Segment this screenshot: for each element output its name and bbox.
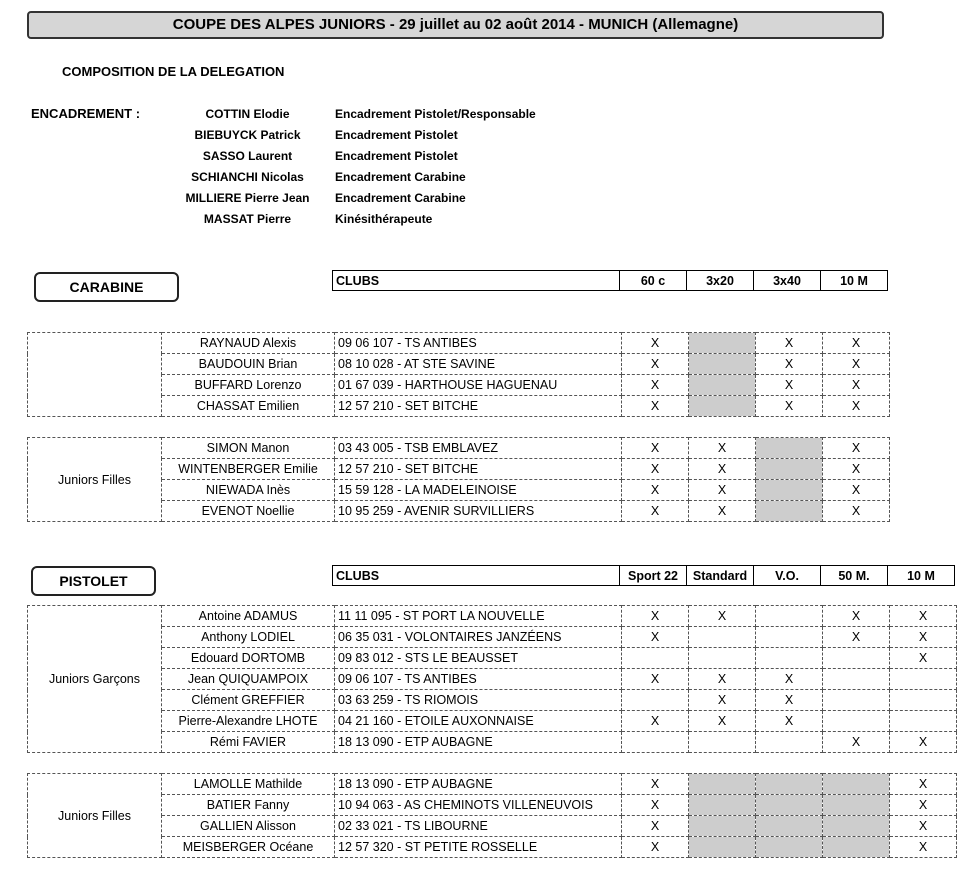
event-mark bbox=[823, 816, 890, 837]
event-header: Standard bbox=[687, 566, 754, 586]
table-row bbox=[28, 669, 957, 690]
event-mark: X bbox=[756, 354, 823, 375]
event-mark: X bbox=[622, 837, 689, 858]
event-mark bbox=[689, 333, 756, 354]
athlete-club: 09 06 107 - TS ANTIBES bbox=[335, 333, 622, 354]
event-mark: X bbox=[823, 627, 890, 648]
athlete-name: Pierre-Alexandre LHOTE bbox=[162, 711, 335, 732]
staff-name: SCHIANCHI Nicolas bbox=[191, 170, 304, 184]
event-mark bbox=[756, 732, 823, 753]
event-mark: X bbox=[622, 333, 689, 354]
event-mark: X bbox=[823, 396, 890, 417]
event-mark bbox=[756, 606, 823, 627]
event-mark: X bbox=[823, 438, 890, 459]
category-cell: Juniors Garçons bbox=[28, 606, 162, 753]
athlete-club: 11 11 095 - ST PORT LA NOUVELLE bbox=[335, 606, 622, 627]
event-mark bbox=[756, 774, 823, 795]
staff-name: SASSO Laurent bbox=[202, 149, 293, 163]
event-mark: X bbox=[622, 711, 689, 732]
athlete-club: 12 57 320 - ST PETITE ROSSELLE bbox=[335, 837, 622, 858]
event-mark bbox=[756, 816, 823, 837]
athlete-club: 03 43 005 - TSB EMBLAVEZ bbox=[335, 438, 622, 459]
carabine-group-1 bbox=[27, 332, 890, 417]
event-mark: X bbox=[622, 606, 689, 627]
event-mark bbox=[622, 648, 689, 669]
event-mark bbox=[689, 816, 756, 837]
athlete-name: GALLIEN Alisson bbox=[162, 816, 335, 837]
event-mark: X bbox=[823, 375, 890, 396]
staff-name: COTTIN Elodie bbox=[205, 107, 290, 121]
staff-role: Kinésithérapeute bbox=[335, 212, 433, 226]
event-mark bbox=[689, 837, 756, 858]
athlete-club: 15 59 128 - LA MADELEINOISE bbox=[335, 480, 622, 501]
event-mark: X bbox=[689, 501, 756, 522]
event-mark bbox=[756, 459, 823, 480]
athlete-club: 09 83 012 - STS LE BEAUSSET bbox=[335, 648, 622, 669]
event-mark: X bbox=[622, 480, 689, 501]
event-mark bbox=[689, 627, 756, 648]
event-mark: X bbox=[823, 333, 890, 354]
event-mark: X bbox=[622, 459, 689, 480]
event-header: 10 M bbox=[821, 271, 888, 291]
athlete-club: 10 95 259 - AVENIR SURVILLIERS bbox=[335, 501, 622, 522]
event-mark: X bbox=[622, 816, 689, 837]
event-mark: X bbox=[622, 669, 689, 690]
athlete-club: 06 35 031 - VOLONTAIRES JANZÉENS bbox=[335, 627, 622, 648]
athlete-club: 18 13 090 - ETP AUBAGNE bbox=[335, 732, 622, 753]
event-mark bbox=[689, 648, 756, 669]
page-title: COUPE DES ALPES JUNIORS - 29 juillet au 02 août 2014 - MUNICH (Allemagne) bbox=[27, 11, 884, 39]
event-mark bbox=[689, 396, 756, 417]
carabine-section-button[interactable]: CARABINE bbox=[34, 272, 179, 302]
event-mark bbox=[890, 711, 957, 732]
event-mark bbox=[689, 774, 756, 795]
clubs-header: CLUBS bbox=[333, 566, 620, 586]
event-mark bbox=[622, 732, 689, 753]
staff-name: MILLIERE Pierre Jean bbox=[185, 191, 310, 205]
table-row bbox=[28, 648, 957, 669]
athlete-club: 02 33 021 - TS LIBOURNE bbox=[335, 816, 622, 837]
athlete-name: RAYNAUD Alexis bbox=[162, 333, 335, 354]
event-mark: X bbox=[890, 774, 957, 795]
table-row bbox=[28, 690, 957, 711]
athlete-name: BAUDOUIN Brian bbox=[162, 354, 335, 375]
athlete-name: Anthony LODIEL bbox=[162, 627, 335, 648]
athlete-name: Edouard DORTOMB bbox=[162, 648, 335, 669]
staff-role: Encadrement Pistolet bbox=[335, 149, 458, 163]
event-mark: X bbox=[622, 396, 689, 417]
event-mark: X bbox=[689, 480, 756, 501]
event-mark bbox=[756, 837, 823, 858]
athlete-name: SIMON Manon bbox=[162, 438, 335, 459]
table-row bbox=[28, 816, 957, 837]
table-row bbox=[28, 627, 957, 648]
event-mark: X bbox=[823, 501, 890, 522]
event-mark: X bbox=[689, 606, 756, 627]
table-row bbox=[28, 438, 890, 459]
event-mark: X bbox=[890, 732, 957, 753]
event-header: 10 M bbox=[888, 566, 955, 586]
event-mark: X bbox=[890, 627, 957, 648]
athlete-club: 09 06 107 - TS ANTIBES bbox=[335, 669, 622, 690]
table-row bbox=[28, 732, 957, 753]
event-mark: X bbox=[622, 795, 689, 816]
athlete-name: Jean QUIQUAMPOIX bbox=[162, 669, 335, 690]
event-mark bbox=[689, 354, 756, 375]
staff-role: Encadrement Pistolet/Responsable bbox=[335, 107, 536, 121]
staff-name: BIEBUYCK Patrick bbox=[194, 128, 301, 142]
event-mark bbox=[823, 774, 890, 795]
table-row bbox=[28, 711, 957, 732]
event-mark: X bbox=[890, 606, 957, 627]
athlete-name: NIEWADA Inès bbox=[162, 480, 335, 501]
staff-role: Encadrement Pistolet bbox=[335, 128, 458, 142]
pistolet-header bbox=[332, 565, 955, 586]
event-mark: X bbox=[823, 480, 890, 501]
event-mark bbox=[756, 795, 823, 816]
athlete-name: BUFFARD Lorenzo bbox=[162, 375, 335, 396]
event-mark: X bbox=[622, 354, 689, 375]
event-mark bbox=[823, 711, 890, 732]
athlete-club: 08 10 028 - AT STE SAVINE bbox=[335, 354, 622, 375]
carabine-header bbox=[332, 270, 888, 291]
athlete-club: 12 57 210 - SET BITCHE bbox=[335, 396, 622, 417]
staff-role: Encadrement Carabine bbox=[335, 170, 466, 184]
event-mark: X bbox=[756, 669, 823, 690]
event-mark: X bbox=[890, 837, 957, 858]
event-mark: X bbox=[890, 648, 957, 669]
staff-name: MASSAT Pierre bbox=[203, 212, 292, 226]
event-mark bbox=[622, 690, 689, 711]
category-cell bbox=[28, 333, 162, 417]
event-mark: X bbox=[756, 711, 823, 732]
event-mark: X bbox=[689, 459, 756, 480]
event-header: 3x20 bbox=[687, 271, 754, 291]
event-mark bbox=[823, 648, 890, 669]
category-cell: Juniors Filles bbox=[28, 438, 162, 522]
clubs-header: CLUBS bbox=[333, 271, 620, 291]
event-header: V.O. bbox=[754, 566, 821, 586]
event-mark: X bbox=[689, 438, 756, 459]
composition-heading: COMPOSITION DE LA DELEGATION bbox=[62, 64, 285, 79]
athlete-name: Antoine ADAMUS bbox=[162, 606, 335, 627]
athlete-name: LAMOLLE Mathilde bbox=[162, 774, 335, 795]
event-mark: X bbox=[756, 396, 823, 417]
event-mark: X bbox=[622, 438, 689, 459]
event-mark bbox=[689, 732, 756, 753]
event-mark: X bbox=[756, 333, 823, 354]
event-mark bbox=[756, 480, 823, 501]
event-mark: X bbox=[756, 375, 823, 396]
event-mark: X bbox=[890, 795, 957, 816]
event-mark bbox=[823, 669, 890, 690]
athlete-club: 10 94 063 - AS CHEMINOTS VILLENEUVOIS bbox=[335, 795, 622, 816]
staff-role: Encadrement Carabine bbox=[335, 191, 466, 205]
event-mark bbox=[756, 627, 823, 648]
event-mark: X bbox=[756, 690, 823, 711]
event-mark bbox=[823, 690, 890, 711]
athlete-name: BATIER Fanny bbox=[162, 795, 335, 816]
athlete-name: EVENOT Noellie bbox=[162, 501, 335, 522]
event-mark: X bbox=[823, 732, 890, 753]
event-mark bbox=[890, 669, 957, 690]
event-header: 3x40 bbox=[754, 271, 821, 291]
athlete-club: 03 63 259 - TS RIOMOIS bbox=[335, 690, 622, 711]
event-mark: X bbox=[622, 627, 689, 648]
athlete-name: Rémi FAVIER bbox=[162, 732, 335, 753]
event-mark: X bbox=[823, 354, 890, 375]
athlete-club: 18 13 090 - ETP AUBAGNE bbox=[335, 774, 622, 795]
table-row bbox=[28, 333, 890, 354]
table-row bbox=[28, 774, 957, 795]
event-mark: X bbox=[689, 711, 756, 732]
athlete-name: MEISBERGER Océane bbox=[162, 837, 335, 858]
event-mark bbox=[823, 795, 890, 816]
encadrement-label: ENCADREMENT : bbox=[31, 106, 141, 121]
event-mark: X bbox=[689, 669, 756, 690]
event-header: Sport 22 bbox=[620, 566, 687, 586]
athlete-club: 12 57 210 - SET BITCHE bbox=[335, 459, 622, 480]
event-mark: X bbox=[823, 459, 890, 480]
pistolet-group-1 bbox=[27, 605, 957, 753]
pistolet-group-2 bbox=[27, 773, 957, 858]
event-mark bbox=[756, 501, 823, 522]
event-mark: X bbox=[622, 501, 689, 522]
athlete-name: Clément GREFFIER bbox=[162, 690, 335, 711]
table-row bbox=[28, 606, 957, 627]
category-cell: Juniors Filles bbox=[28, 774, 162, 858]
event-mark bbox=[689, 375, 756, 396]
table-row bbox=[28, 795, 957, 816]
event-mark bbox=[689, 795, 756, 816]
event-mark: X bbox=[622, 774, 689, 795]
event-header: 50 M. bbox=[821, 566, 888, 586]
athlete-club: 01 67 039 - HARTHOUSE HAGUENAU bbox=[335, 375, 622, 396]
athlete-club: 04 21 160 - ETOILE AUXONNAISE bbox=[335, 711, 622, 732]
athlete-name: CHASSAT Emilien bbox=[162, 396, 335, 417]
event-mark bbox=[890, 690, 957, 711]
event-mark bbox=[756, 648, 823, 669]
athlete-name: WINTENBERGER Emilie bbox=[162, 459, 335, 480]
table-row bbox=[28, 837, 957, 858]
event-mark bbox=[823, 837, 890, 858]
event-mark: X bbox=[622, 375, 689, 396]
pistolet-section-button[interactable]: PISTOLET bbox=[31, 566, 156, 596]
event-mark: X bbox=[689, 690, 756, 711]
event-mark bbox=[756, 438, 823, 459]
event-header: 60 c bbox=[620, 271, 687, 291]
event-mark: X bbox=[890, 816, 957, 837]
event-mark: X bbox=[823, 606, 890, 627]
carabine-group-2 bbox=[27, 437, 890, 522]
